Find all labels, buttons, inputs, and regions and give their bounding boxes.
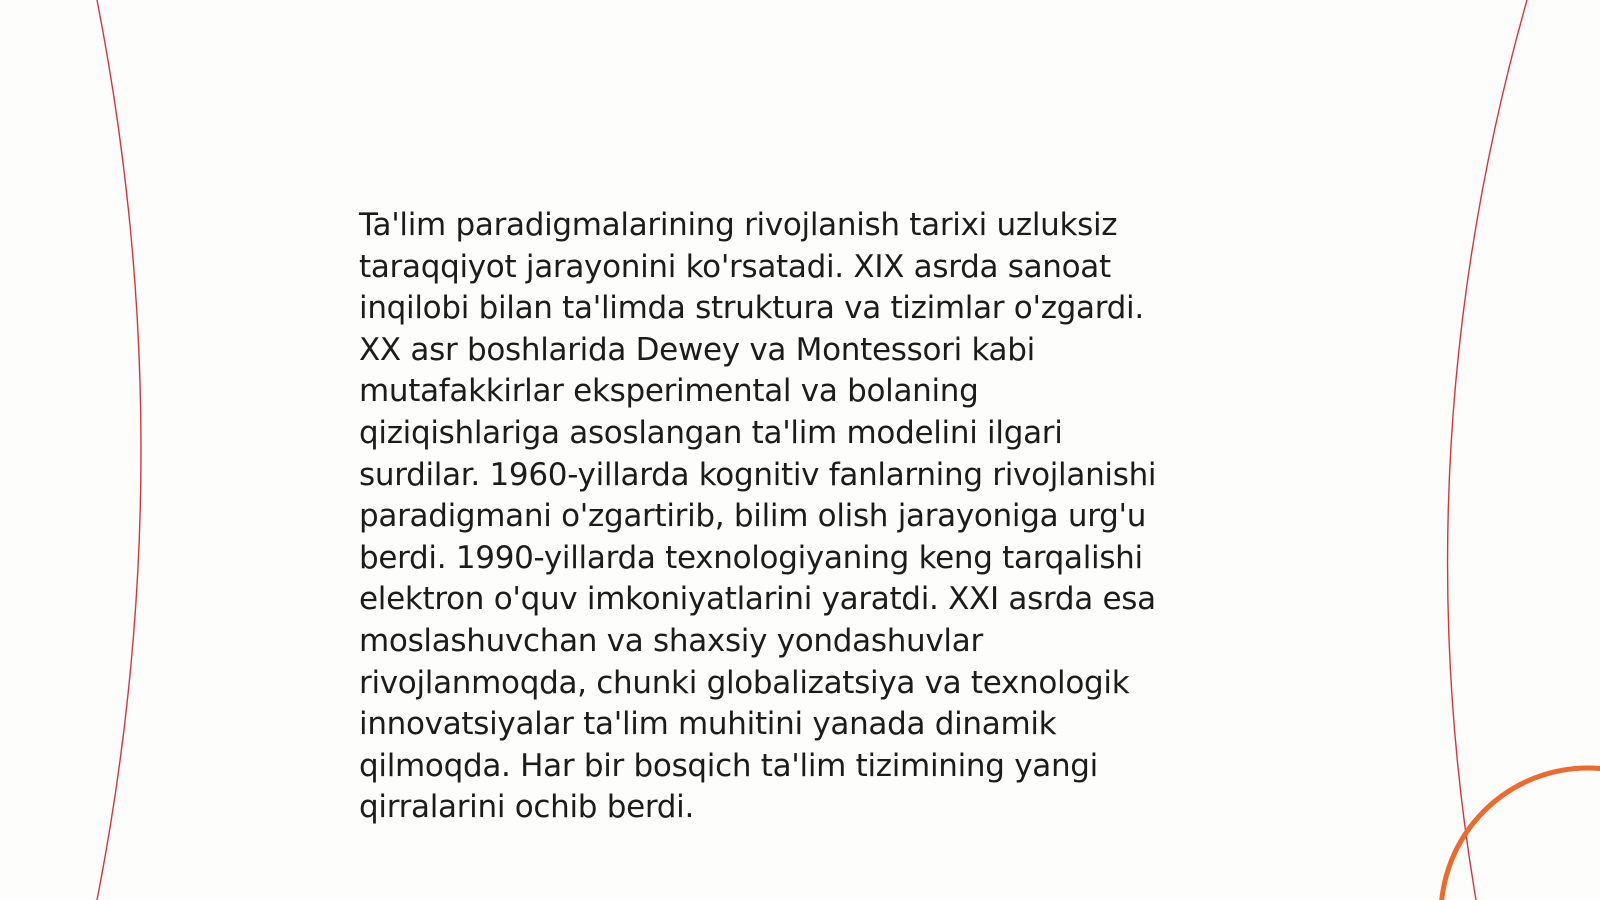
paragraph-line: elektron o'quv imkoniyatlarini yaratdi. XXI asrda esa (359, 581, 1156, 618)
paragraph-line: surdilar. 1960-yillarda kognitiv fanlarning rivojlanishi (359, 456, 1157, 493)
right-curve-line (1448, 0, 1527, 900)
paragraph-line: XX asr boshlarida Dewey va Montessori kabi (359, 331, 1035, 368)
paragraph-line: qiziqishlariga asoslangan ta'lim modelini ilgari (359, 414, 1063, 451)
paragraph-line: moslashuvchan va shaxsiy yondashuvlar (359, 622, 983, 659)
paragraph-line: qilmoqda. Har bir bosqich ta'lim tizimining yangi (359, 747, 1098, 784)
paragraph-line: berdi. 1990-yillarda texnologiyaning keng tarqalishi (359, 539, 1143, 576)
paragraph-line: rivojlanmoqda, chunki globalizatsiya va texnologik (359, 664, 1130, 701)
main-paragraph (359, 205, 1229, 829)
paragraph-line: paradigmani o'zgartirib, bilim olish jarayoniga urg'u (359, 498, 1147, 535)
paragraph-line: taraqqiyot jarayonini ko'rsatadi. XIX asrda sanoat (359, 248, 1111, 285)
paragraph-line: Ta'lim paradigmalarining rivojlanish tarixi uzluksiz (359, 207, 1118, 243)
paragraph-line: mutafakkirlar eksperimental va bolaning (359, 373, 979, 410)
paragraph-line: innovatsiyalar ta'lim muhitini yanada dinamik (359, 706, 1057, 743)
paragraph-line: qirralarini ochib berdi. (359, 789, 695, 826)
orange-accent-arc (1441, 768, 1600, 900)
left-curve-line (97, 0, 141, 900)
paragraph-line: inqilobi bilan ta'limda struktura va tizimlar o'zgardi. (359, 290, 1144, 327)
